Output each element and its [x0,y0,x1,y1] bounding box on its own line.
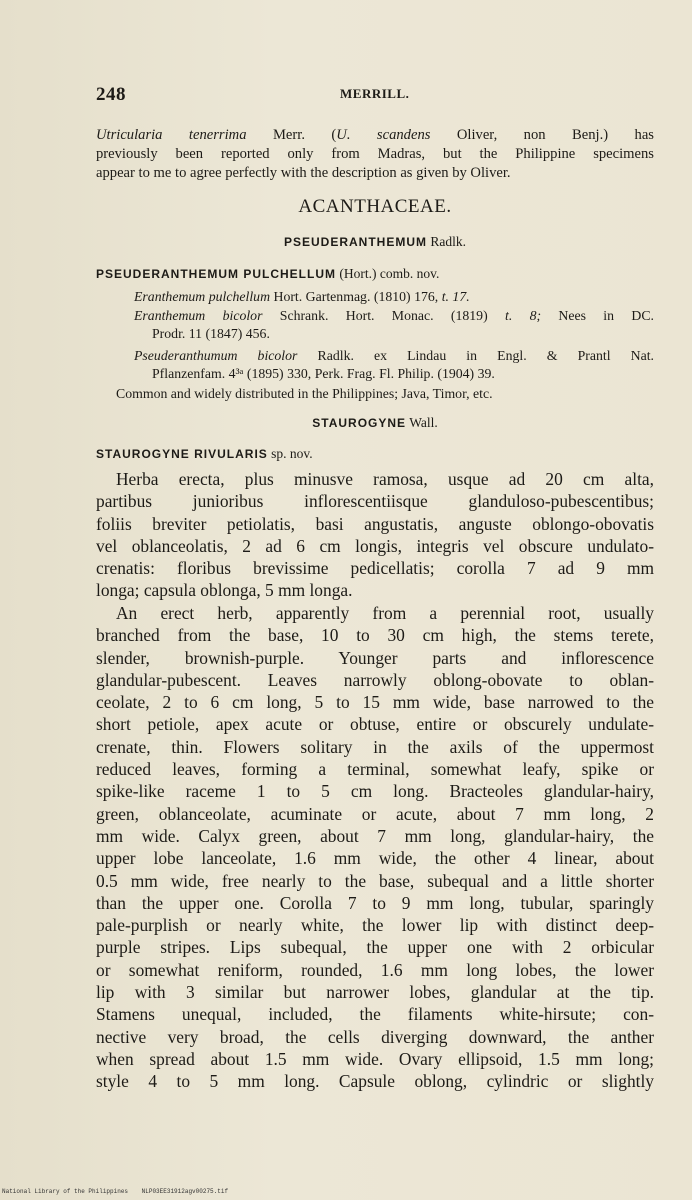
description-line: when spread about 1.5 mm wide. Ovary ellipsoid, 1.5 mm long; [96,1048,654,1069]
description-line: mm wide. Calyx green, about 7 mm long, glandular-hairy, the [96,825,654,846]
synonym-citation: Radlk. ex Lindau in Engl. & Prantl Nat. [297,348,654,363]
description-line: short petiole, apex acute or obtuse, entire or obscurely undulate- [96,714,654,735]
description-line: slender, brownish-purple. Younger parts and inflorescence [96,647,654,668]
latin-line: partibus junioribus inflorescentiisque glanduloso-pubescentibus; [96,491,654,512]
synonym-line-inner [134,347,654,365]
intro-text: Merr. ( [246,127,337,143]
synonym-line [134,347,654,365]
synonym-line [134,288,654,306]
intro-line: previously been reported only from Madras, but the Philippine specimens [96,146,654,162]
species-author: (Hort.) comb. nov. [336,266,440,281]
page-number: 248 [96,84,126,105]
intro-text-2: Oliver, non Benj.) has [430,127,654,143]
description-line: spike-like raceme 1 to 5 cm long. Bracteoles glandular-hairy, [96,781,654,802]
description-line: pale-purplish or nearly white, the lower lip with distinct deep- [96,915,654,936]
description-line: upper lobe lanceolate, 1.6 mm wide, the other 4 linear, about [96,848,654,869]
synonym-plate: t. 17. [441,289,470,304]
description-line: 0.5 mm wide, free nearly to the base, subequal and a little shorter [96,870,654,891]
synonym-taxon: Eranthemum pulchellum [134,289,271,304]
description-line: nective very broad, the cells diverging downward, the anther [96,1026,654,1047]
description-line: branched from the base, 10 to 30 cm high, the stems terete, [96,625,654,646]
latin-diagnosis [96,468,654,602]
species-name: STAUROGYNE RIVULARIS [96,447,268,461]
latin-line: Herba erecta, plus minusve ramosa, usque ad 20 cm alta, [116,469,654,489]
synonym-line-inner [134,307,654,325]
synonym-continuation: Prodr. 11 (1847) 456. [152,326,270,341]
species-name: PSEUDERANTHEMUM PULCHELLUM [96,267,336,281]
species-heading [96,446,656,462]
running-head: MERRILL. [340,86,410,101]
species-author: sp. nov. [267,446,313,461]
intro-paragraph [96,126,654,183]
species-heading [96,266,656,282]
description-line: than the upper one. Corolla 7 to 9 mm long, tubular, sparingly [96,892,654,913]
description-line: ceolate, 2 to 6 cm long, 5 to 15 mm wide, base narrowed to the [96,692,654,713]
genus-heading [96,415,654,431]
footer-file: NLP03EE31912agv00275.tif [141,1188,229,1195]
description-line: reduced leaves, forming a terminal, somewhat leafy, spike or [96,759,654,780]
genus-heading [96,234,654,250]
genus-name: PSEUDERANTHEMUM [283,235,427,249]
footer-library: National Library of the Philippines [2,1188,129,1195]
synonym-line [134,307,654,325]
description-line: An erect herb, apparently from a perennial root, usually [116,603,654,623]
synonym-taxon: Eranthemum bicolor [134,308,263,323]
latin-line: foliis breviter petiolatis, basi angustatis, anguste oblongo-obovatis [96,513,654,534]
description-line: lip with 3 similar but narrower lobes, glandular at the tip. [96,982,654,1003]
synonym-citation-2: Nees in DC. [541,308,654,323]
latin-line: vel oblanceolatis, 2 ad 6 cm longis, integris vel obscure undulato- [96,535,654,556]
description-line: purple stripes. Lips subequal, the upper one with 2 orbicular [96,937,654,958]
genus-author: Radlk. [427,234,466,249]
synonym-citation: Hort. Gartenmag. (1810) 176, [270,289,442,304]
intro-taxon-2: U. scandens [336,127,431,143]
intro-taxon: Utricularia tenerrima [96,127,247,143]
intro-line [96,126,654,145]
synonym-citation: Schrank. Hort. Monac. (1819) [262,308,505,323]
description-line: crenate, thin. Flowers solitary in the axils of the uppermost [96,736,654,757]
family-heading: ACANTHACEAE. [298,196,452,217]
page-header [96,84,656,110]
latin-line: longa; capsula oblonga, 5 mm longa. [96,580,353,601]
synonym-taxon: Pseuderanthumum bicolor [134,348,298,363]
description-line: style 4 to 5 mm long. Capsule oblong, cylindric or slightly [96,1071,654,1092]
description [96,602,654,1093]
synonym-plate: t. 8; [505,308,542,323]
description-line: Stamens unequal, included, the filaments white-hirsute; con- [96,1004,654,1025]
latin-line: crenatis: floribus brevissime pedicellatis; corolla 7 ad 9 mm [96,558,654,579]
scan-footer [2,1188,238,1195]
description-line: glandular-pubescent. Leaves narrowly oblong-obovate to oblan- [96,669,654,690]
intro-line: appear to me to agree perfectly with the description as given by Oliver. [96,165,511,181]
genus-author: Wall. [406,415,438,430]
description-line: green, oblanceolate, acuminate or acute, about 7 mm long, 2 [96,803,654,824]
description-line: or somewhat reniform, rounded, 1.6 mm long lobes, the lower [96,959,654,980]
distribution-line: Common and widely distributed in the Philippines; Java, Timor, etc. [116,386,493,401]
genus-name: STAUROGYNE [312,416,407,430]
synonym-continuation: Pflanzenfam. 4³ᵃ (1895) 330, Perk. Frag. Fl. Philip. (1904) 39. [152,366,495,381]
